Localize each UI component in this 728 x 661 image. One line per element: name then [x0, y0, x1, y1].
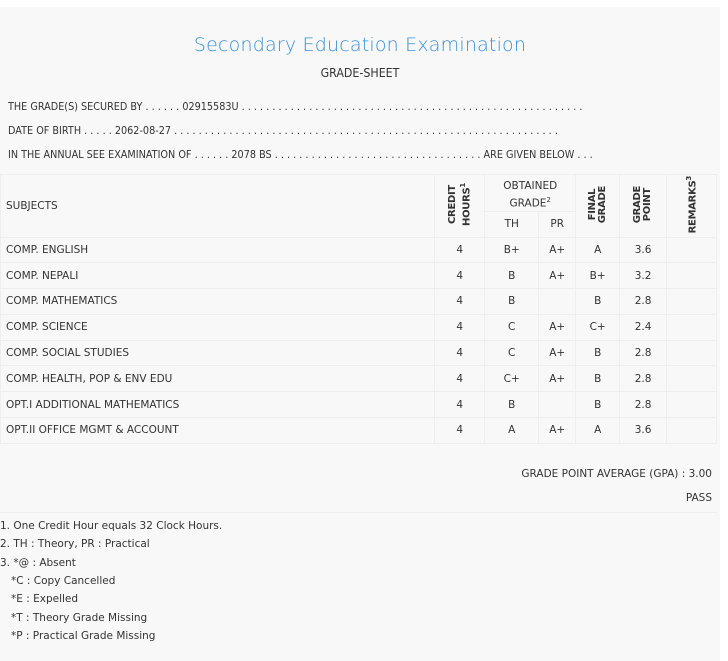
grades-table	[0, 174, 717, 444]
remarks-cell	[667, 366, 717, 392]
credit-hours-cell: 4	[435, 418, 485, 444]
theory-grade-cell: A	[485, 418, 539, 444]
theory-grade-cell: C	[485, 340, 539, 366]
footnote-item: 1. One Credit Hour equals 32 Clock Hours.	[0, 520, 223, 532]
practical-grade-cell: A+	[539, 366, 576, 392]
theory-grade-cell: C+	[485, 366, 539, 392]
exam-line: IN THE ANNUAL SEE EXAMINATION OF . . . . . . 2078 BS . . . . . . . . . . . . . . . . . . . . . . . . . . . . . . . . . . ARE GIVEN BELOW . . .	[8, 149, 593, 161]
credit-hours-cell: 4	[435, 366, 485, 392]
header-credit-hours: CREDIT HOURS$^1$	[435, 175, 485, 238]
footnote-item: *P : Practical Grade Missing	[11, 629, 156, 642]
theory-grade-cell: B	[485, 263, 539, 289]
remarks-cell	[667, 340, 717, 366]
credit-hours-cell: 4	[435, 289, 485, 315]
theory-grade-cell: C	[485, 314, 539, 340]
theory-grade-cell: B	[485, 392, 539, 418]
header-th: TH	[485, 211, 539, 237]
divider	[0, 512, 717, 513]
grade-point-cell: 3.2	[620, 263, 667, 289]
subject-cell: COMP. HEALTH, POP & ENV EDU	[1, 366, 435, 392]
final-grade-cell: B	[576, 366, 620, 392]
grade-point-cell: 2.8	[620, 340, 667, 366]
grade-point-cell: 2.8	[620, 289, 667, 315]
secured-by-line: THE GRADE(S) SECURED BY . . . . . . 02915583U . . . . . . . . . . . . . . . . . . . . . . . . . . . . . . . . . . . . . . . . . . . . . . . . . . . . . . . .	[8, 101, 583, 113]
final-grade-cell: B+	[576, 263, 620, 289]
header-final-grade: FINAL GRADE	[576, 175, 620, 238]
final-grade-cell: B	[576, 340, 620, 366]
date-of-birth-line: DATE OF BIRTH . . . . . 2062-08-27 . . . . . . . . . . . . . . . . . . . . . . . . . . . . . . . . . . . . . . . . . . . . . . . . . . . . . . . . . . . . . . .	[8, 125, 558, 137]
footnote-item: *C : Copy Cancelled	[11, 574, 116, 587]
final-grade-cell: A	[576, 418, 620, 444]
subject-cell: COMP. SOCIAL STUDIES	[1, 340, 435, 366]
practical-grade-cell: A+	[539, 340, 576, 366]
grade-point-cell: 2.8	[620, 366, 667, 392]
subject-cell: OPT.I ADDITIONAL MATHEMATICS	[1, 392, 435, 418]
grade-point-cell: 2.8	[620, 392, 667, 418]
final-grade-cell: A	[576, 237, 620, 263]
remarks-cell	[667, 263, 717, 289]
practical-grade-cell	[539, 289, 576, 315]
theory-grade-cell: B	[485, 289, 539, 315]
table-row	[1, 340, 717, 366]
table-row	[1, 366, 717, 392]
theory-grade-cell: B+	[485, 237, 539, 263]
remarks-cell	[667, 418, 717, 444]
table-row	[1, 263, 717, 289]
remarks-cell	[667, 289, 717, 315]
credit-hours-cell: 4	[435, 237, 485, 263]
subject-cell: COMP. ENGLISH	[1, 237, 435, 263]
header-subjects: SUBJECTS	[1, 175, 435, 238]
table-row	[1, 314, 717, 340]
credit-hours-cell: 4	[435, 263, 485, 289]
subject-cell: COMP. NEPALI	[1, 263, 435, 289]
footnote-item: *T : Theory Grade Missing	[11, 611, 148, 624]
final-grade-cell: B	[576, 289, 620, 315]
grade-point-cell: 3.6	[620, 418, 667, 444]
table-row	[1, 418, 717, 444]
table-header-row	[1, 175, 717, 212]
final-grade-cell: C+	[576, 314, 620, 340]
table-row	[1, 289, 717, 315]
credit-hours-cell: 4	[435, 314, 485, 340]
subject-cell: COMP. MATHEMATICS	[1, 289, 435, 315]
gpa-value: GRADE POINT AVERAGE (GPA) : 3.00	[521, 468, 712, 480]
grade-point-cell: 2.4	[620, 314, 667, 340]
table-row	[1, 237, 717, 263]
header-remarks: REMARKS$^3$	[667, 175, 717, 238]
practical-grade-cell: A+	[539, 418, 576, 444]
credit-hours-cell: 4	[435, 340, 485, 366]
page-title: Secondary Education Examination	[193, 34, 527, 56]
subject-cell: COMP. SCIENCE	[1, 314, 435, 340]
practical-grade-cell: A+	[539, 237, 576, 263]
remarks-cell	[667, 392, 717, 418]
header-grade-point: GRADE POINT	[620, 175, 667, 238]
header-pr: PR	[539, 211, 576, 237]
table-row	[1, 392, 717, 418]
header-obtained-grade: OBTAINED GRADE$^2$	[485, 175, 576, 212]
practical-grade-cell	[539, 392, 576, 418]
footnote-item: 2. TH : Theory, PR : Practical	[0, 538, 150, 551]
credit-hours-cell: 4	[435, 392, 485, 418]
result-status: PASS	[685, 492, 712, 504]
footnote-item: *E : Expelled	[11, 593, 79, 606]
practical-grade-cell: A+	[539, 314, 576, 340]
grade-sheet-heading: GRADE-SHEET	[320, 66, 400, 80]
final-grade-cell: B	[576, 392, 620, 418]
practical-grade-cell: A+	[539, 263, 576, 289]
footnote-item: 3. *@ : Absent	[0, 556, 76, 569]
remarks-cell	[667, 237, 717, 263]
remarks-cell	[667, 314, 717, 340]
subject-cell: OPT.II OFFICE MGMT & ACCOUNT	[1, 418, 435, 444]
grade-point-cell: 3.6	[620, 237, 667, 263]
